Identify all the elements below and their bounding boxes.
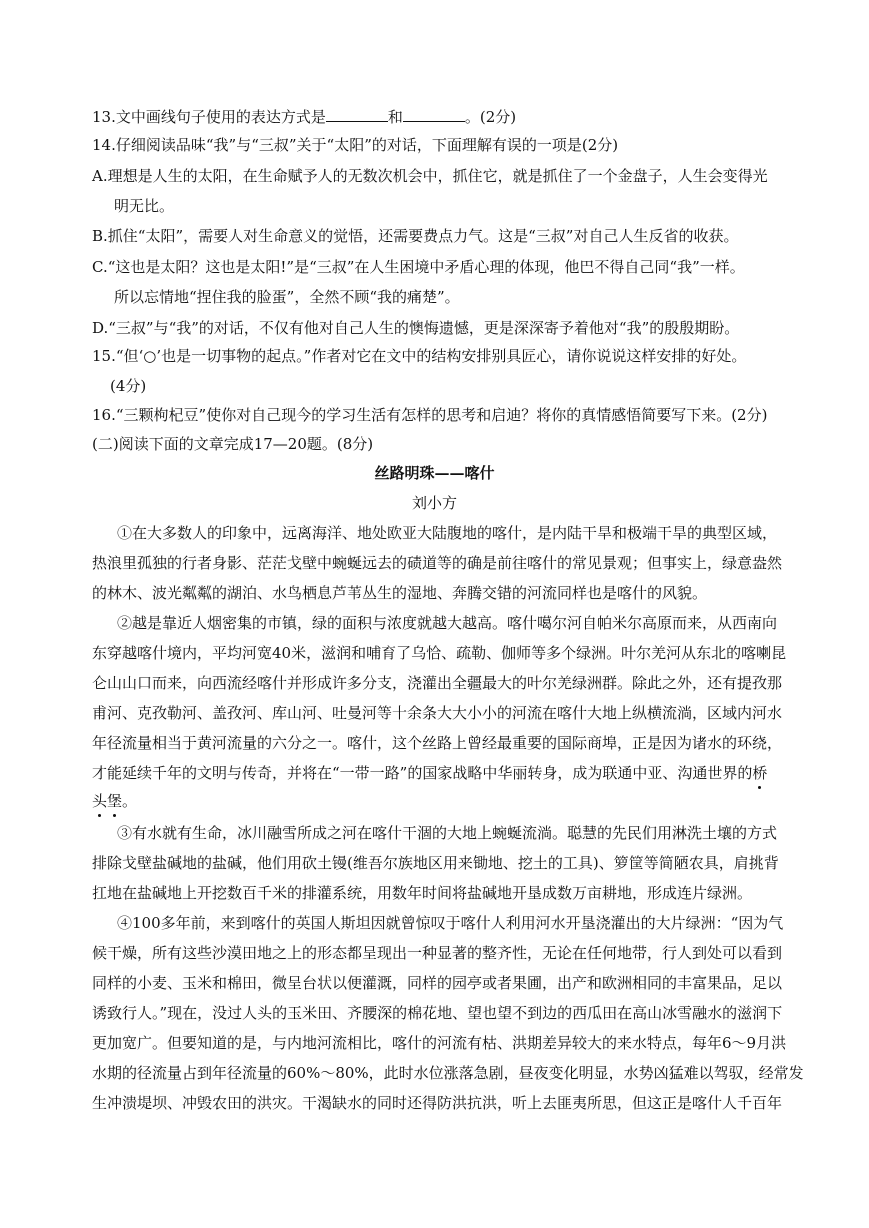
question-16: 16.“三颗枸杞豆”使你对自己现今的学习生活有怎样的思考和启迪？将你的真情感悟简要写下来。(2分)	[92, 406, 768, 424]
emphasized-char: 堡	[107, 792, 123, 810]
article-author: 刘小方	[411, 494, 457, 512]
paragraph-1-line: 的林木、波光粼粼的湖泊、水鸟栖息芦苇丛生的湿地、奔腾交错的河流同样也是喀什的风貌。	[92, 584, 708, 602]
paragraph-4-line: 更加宽广。但要知道的是，与内地河流相比，喀什的河流有枯、洪期差异较大的来水特点，每年6～9月洪	[92, 1034, 787, 1052]
paragraph-1-line: 热浪里孤独的行者身影、茫茫戈壁中蜿蜒远去的碛道等的确是前往喀什的常见景观；但事实上，绿意盎然	[92, 554, 783, 572]
option-b: B.抓住“太阳”，需要人对生命意义的觉悟，还需要费点力气。这是“三叔”对自己人生反省的收获。	[92, 227, 739, 245]
paragraph-4-line: 水期的径流量占到年径流量的60%～80%，此时水位涨落急剧，昼夜变化明显，水势凶猛难以驾驭，经常发	[92, 1064, 804, 1082]
option-d: D.“三叔”与“我”的对话，不仅有他对自己人生的懊悔遗憾，更是深深寄予着他对“我”的殷殷期盼。	[92, 319, 740, 337]
paragraph-4-line: 候干燥，所有这些沙漠田地之上的形态都呈现出一种显著的整齐性，无论在任何地带，行人到处可以看到	[92, 944, 783, 962]
paragraph-4-line: 同样的小麦、玉米和棉田，微呈台状以便灌溉，同样的园亭或者果圃，出产和欧洲相同的丰富果品，足以	[92, 974, 783, 992]
paragraph-1-line: ①在大多数人的印象中，远离海洋、地处欧亚大陆腹地的喀什，是内陆干旱和极端干旱的典型区域，	[117, 524, 778, 542]
paragraph-3-line: 排除戈壁盐碱地的盐碱，他们用砍土镘(维吾尔族地区用来锄地、挖土的工具)、箩筐等简陋农具，肩挑背	[92, 854, 779, 872]
emphasized-char: 桥	[752, 764, 768, 782]
paragraph-2-line: 头堡。	[92, 792, 138, 810]
answer-blank-1[interactable]	[326, 106, 388, 122]
question-14-stem: 14.仔细阅读品味“我”与“三叔”关于“太阳”的对话，下面理解有误的一项是(2分)	[92, 136, 619, 154]
option-c-line2: 所以忘情地“捏住我的脸蛋”，全然不顾“我的痛楚”。	[114, 288, 460, 306]
paragraph-2-line: 甫河、克孜勒河、盖孜河、库山河、吐曼河等十余条大大小小的河流在喀什大地上纵横流淌，区域内河水	[92, 704, 783, 722]
paragraph-4-line: ④100多年前，来到喀什的英国人斯坦因就曾惊叹于喀什人利用河水开垦浇灌出的大片绿洲：“因为气	[117, 914, 784, 932]
paragraph-2-line: 才能延续千年的文明与传奇，并将在“一带一路”的国家战略中华丽转身，成为联通中亚、沟通世界的桥	[92, 764, 768, 782]
option-a-line1: A.理想是人生的太阳，在生命赋予人的无数次机会中，抓住它，就是抓住了一个金盘子，人生会变得光	[92, 167, 768, 185]
paragraph-2-line: 东穿越喀什境内，平均河宽40米，滋润和哺育了乌恰、疏勒、伽师等多个绿洲。叶尔羌河从东北的喀喇昆	[92, 644, 787, 662]
section-heading: (二)阅读下面的文章完成17—20题。(8分)	[92, 435, 374, 453]
emphasized-char: 头	[92, 792, 108, 810]
question-15-line2: (4分)	[110, 377, 147, 395]
paragraph-2-line: ②越是靠近人烟密集的市镇，绿的面积与浓度就越大越高。喀什噶尔河自帕米尔高原而来，从西南向	[117, 614, 778, 632]
article-title: 丝路明珠——喀什	[374, 464, 495, 482]
question-13: 13.文中画线句子使用的表达方式是 和 。(2分)	[92, 108, 517, 126]
option-c-line1: C.“这也是太阳？这也是太阳!”是“三叔”在人生困境中矛盾心理的体现，他巴不得自己同“我”一样。	[92, 258, 745, 276]
question-15-line1: 15.“但‘○’也是一切事物的起点。”作者对它在文中的结构安排别具匠心，请你说说这样安排的好处。	[92, 347, 747, 365]
paragraph-4-line: 生冲溃堤坝、冲毁农田的洪灾。干渴缺水的同时还得防洪抗洪，听上去匪夷所思，但这正是喀什人千百年	[92, 1094, 783, 1112]
paragraph-2-line: 年径流量相当于黄河流量的六分之一。喀什，这个丝路上曾经最重要的国际商埠，正是因为诸水的环绕，	[92, 734, 783, 752]
paragraph-2-line: 仑山山口而来，向西流经喀什并形成许多分支，浇灌出全疆最大的叶尔羌绿洲群。除此之外，还有提孜那	[92, 674, 783, 692]
paragraph-4-line: 诱致行人。”现在，没过人头的玉米田、齐腰深的棉花地、望也望不到边的西瓜田在高山冰雪融水的滋润下	[92, 1004, 783, 1022]
paragraph-3-line: ③有水就有生命，冰川融雪所成之河在喀什干涸的大地上蜿蜒流淌。聪慧的先民们用淋洗土壤的方式	[117, 824, 778, 842]
paragraph-3-line: 扛地在盐碱地上开挖数百千米的排灌系统，用数年时间将盐碱地开垦成数万亩耕地，形成连片绿洲。	[92, 884, 753, 902]
answer-blank-2[interactable]	[403, 106, 465, 122]
option-a-line2: 明无比。	[114, 197, 175, 215]
